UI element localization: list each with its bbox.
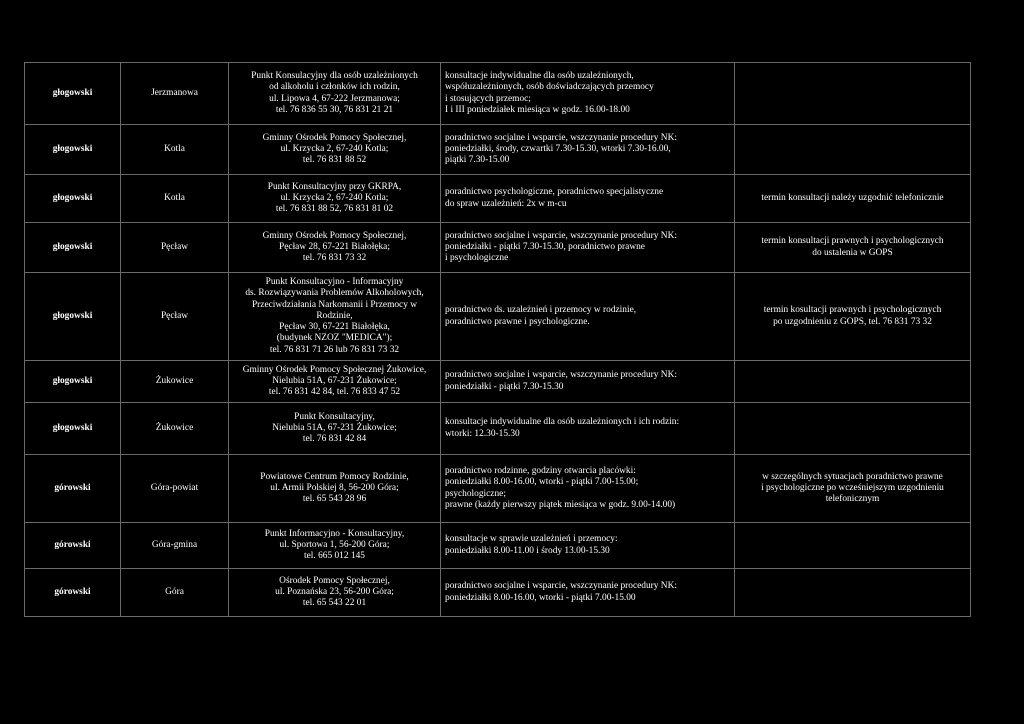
- organization-cell: Gminny Ośrodek Pomocy Społecznej Żukowice, Nielubia 51A, 67-231 Żukowice; tel. 76 831 42 84, tel. 76 833 47 52: [229, 361, 441, 403]
- services-cell: poradnictwo socjalne i wsparcie, wszczynanie procedury NK: poniedziałki 8.00-16.00, wtorki - piątki 7.00-15.00: [441, 569, 735, 617]
- table-row: [25, 361, 971, 403]
- table-row: [25, 175, 971, 223]
- organization-cell: Punkt Konsultacyjny przy GKRPA, ul. Krzycka 2, 67-240 Kotla; tel. 76 831 88 52, 76 831 81 02: [229, 175, 441, 223]
- county-cell: górowski: [25, 523, 121, 569]
- organization-cell: Powiatowe Centrum Pomocy Rodzinie, ul. Armii Polskiej 8, 56-200 Góra; tel. 65 543 28 96: [229, 455, 441, 523]
- organization-cell: Punkt Konsultacyjno - Informacyjny ds. Rozwiązywania Problemów Alkoholowych, Przeciwdziałania Narkomanii i Przemocy w Rodzinie, Pęcław 30, 67-221 Białołęka, (budynek NZOZ "MEDICA"); tel. 76 831 71 26 lub 76 831 73 32: [229, 273, 441, 361]
- county-cell: głogowski: [25, 175, 121, 223]
- notes-cell: [735, 403, 971, 455]
- notes-cell: [735, 125, 971, 175]
- services-cell: poradnictwo rodzinne, godziny otwarcia placówki: poniedziałki 8.00-16.00, wtorki - piątki 7.00-15.00; psychologiczne; prawne (każdy pierwszy piątek miesiąca w godz. 9.00-14.00): [441, 455, 735, 523]
- table-row: [25, 125, 971, 175]
- table-body: [25, 63, 971, 617]
- organization-cell: Ośrodek Pomocy Społecznej, ul. Poznańska 23, 56-200 Góra; tel. 65 543 22 01: [229, 569, 441, 617]
- gmina-cell: Żukowice: [121, 403, 229, 455]
- county-cell: głogowski: [25, 63, 121, 125]
- services-cell: konsultacje indywidualne dla osób uzależnionych i ich rodzin: wtorki: 12.30-15.30: [441, 403, 735, 455]
- notes-cell: [735, 361, 971, 403]
- services-cell: poradnictwo ds. uzależnień i przemocy w rodzinie, poradnictwo prawne i psychologiczne.: [441, 273, 735, 361]
- organization-cell: Gminny Ośrodek Pomocy Społecznej, ul. Krzycka 2, 67-240 Kotla; tel. 76 831 88 52: [229, 125, 441, 175]
- services-cell: poradnictwo socjalne i wsparcie, wszczynanie procedury NK: poniedziałki, środy, czwartki 7.30-15.30, wtorki 7.30-16.00, piątki 7.30-15.00: [441, 125, 735, 175]
- gmina-cell: Pęcław: [121, 223, 229, 273]
- county-cell: górowski: [25, 455, 121, 523]
- table-row: [25, 223, 971, 273]
- table-row: [25, 403, 971, 455]
- notes-cell: termin kosultacji prawnych i psychologicznych po uzgodnieniu z GOPS, tel. 76 831 73 32: [735, 273, 971, 361]
- notes-cell: [735, 523, 971, 569]
- notes-cell: termin konsultacji prawnych i psychologicznych do ustalenia w GOPS: [735, 223, 971, 273]
- table-row: [25, 63, 971, 125]
- county-cell: głogowski: [25, 361, 121, 403]
- organization-cell: Punkt Informacyjno - Konsultacyjny, ul. Sportowa 1, 56-200 Góra; tel. 665 012 145: [229, 523, 441, 569]
- services-cell: poradnictwo psychologiczne, poradnictwo specjalistyczne do spraw uzależnień: 2x w m-cu: [441, 175, 735, 223]
- organization-cell: Punkt Konsulacyjny dla osób uzależnionych od alkoholu i członków ich rodzin, ul. Lipowa 4, 67-222 Jerzmanowa; tel. 76 836 55 30, 76 831 21 21: [229, 63, 441, 125]
- gmina-cell: Żukowice: [121, 361, 229, 403]
- gmina-cell: Góra-powiat: [121, 455, 229, 523]
- notes-cell: [735, 569, 971, 617]
- table-row: [25, 523, 971, 569]
- services-table: [24, 62, 971, 617]
- county-cell: głogowski: [25, 125, 121, 175]
- county-cell: głogowski: [25, 403, 121, 455]
- services-cell: konsultacje w sprawie uzależnień i przemocy: poniedziałki 8.00-11.00 i środy 13.00-15.30: [441, 523, 735, 569]
- county-cell: górowski: [25, 569, 121, 617]
- county-cell: głogowski: [25, 223, 121, 273]
- organization-cell: Punkt Konsultacyjny, Nielubia 51A, 67-231 Żukowice; tel. 76 831 42 84: [229, 403, 441, 455]
- table-row: [25, 569, 971, 617]
- notes-cell: termin konsultacji należy uzgodnić telefonicznie: [735, 175, 971, 223]
- gmina-cell: Kotla: [121, 125, 229, 175]
- organization-cell: Gminny Ośrodek Pomocy Społecznej, Pęcław 28, 67-221 Białołęka; tel. 76 831 73 32: [229, 223, 441, 273]
- gmina-cell: Jerzmanowa: [121, 63, 229, 125]
- services-cell: poradnictwo socjalne i wsparcie, wszczynanie procedury NK: poniedziałki - piątki 7.30-15.30: [441, 361, 735, 403]
- gmina-cell: Góra: [121, 569, 229, 617]
- county-cell: głogowski: [25, 273, 121, 361]
- gmina-cell: Kotla: [121, 175, 229, 223]
- notes-cell: [735, 63, 971, 125]
- gmina-cell: Pęcław: [121, 273, 229, 361]
- table-row: [25, 455, 971, 523]
- services-cell: poradnictwo socjalne i wsparcie, wszczynanie procedury NK: poniedziałki - piątki 7.30-15.30, poradnictwo prawne i psychologiczne: [441, 223, 735, 273]
- notes-cell: w szczególnych sytuacjach poradnictwo prawne i psychologiczne po wcześniejszym uzgodnieniu telefonicznym: [735, 455, 971, 523]
- table-row: [25, 273, 971, 361]
- services-cell: konsultacje indywidualne dla osób uzależnionych, współuzależnionych, osób doświadczających przemocy i stosujących przemoc; I i III poniedziałek miesiąca w godz. 16.00-18.00: [441, 63, 735, 125]
- gmina-cell: Góra-gmina: [121, 523, 229, 569]
